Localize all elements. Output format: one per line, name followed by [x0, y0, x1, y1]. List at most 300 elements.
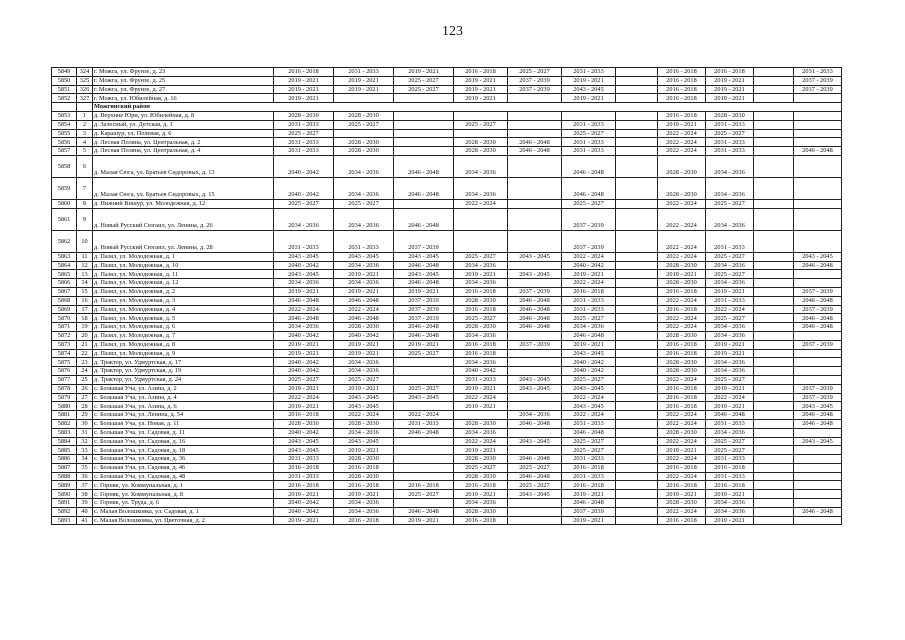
row-id-cell: 5862 [52, 230, 77, 252]
period-cell [454, 208, 508, 230]
row-id-cell: 5873 [52, 340, 77, 349]
row-id-cell: 5878 [52, 384, 77, 393]
period-cell [562, 111, 616, 120]
address-cell: д. Пазял, ул. Молодежная, д. 11 [93, 270, 274, 279]
period-cell [616, 411, 658, 420]
table-row [52, 393, 842, 402]
period-cell: 2022 - 2024 [658, 230, 706, 252]
period-cell: 2016 - 2018 [706, 463, 754, 472]
period-cell: 2025 - 2027 [562, 314, 616, 323]
row-number-cell: 38 [77, 490, 93, 499]
period-cell [508, 208, 562, 230]
period-cell: 2046 - 2048 [562, 177, 616, 199]
period-cell: 2022 - 2024 [658, 411, 706, 420]
period-cell: 2022 - 2024 [658, 455, 706, 464]
period-cell: 2037 - 2039 [394, 296, 454, 305]
row-id-cell: 5881 [52, 411, 77, 420]
row-number-cell: 37 [77, 481, 93, 490]
period-cell [754, 393, 794, 402]
period-cell: 2031 - 2033 [706, 147, 754, 156]
period-cell: 2025 - 2027 [274, 375, 334, 384]
period-cell: 2019 - 2021 [454, 490, 508, 499]
row-id-cell: 5867 [52, 287, 77, 296]
period-cell: 2037 - 2039 [562, 208, 616, 230]
table-row [52, 323, 842, 332]
row-number-cell: 12 [77, 261, 93, 270]
period-cell: 2037 - 2039 [508, 287, 562, 296]
period-cell: 2025 - 2027 [274, 199, 334, 208]
period-cell: 2025 - 2027 [562, 129, 616, 138]
period-cell: 2016 - 2018 [658, 349, 706, 358]
period-cell: 2046 - 2048 [508, 419, 562, 428]
period-cell: 2043 - 2045 [334, 437, 394, 446]
period-cell: 2031 - 2033 [562, 68, 616, 77]
period-cell: 2034 - 2036 [334, 155, 394, 177]
period-cell: 2016 - 2018 [274, 411, 334, 420]
period-cell: 2040 - 2042 [274, 507, 334, 516]
period-cell: 2025 - 2027 [706, 437, 754, 446]
period-cell [616, 76, 658, 85]
table-row [52, 305, 842, 314]
row-id-cell: 5891 [52, 499, 77, 508]
period-cell [508, 129, 562, 138]
period-cell: 2034 - 2036 [454, 155, 508, 177]
row-id-cell: 5882 [52, 419, 77, 428]
period-cell: 2034 - 2036 [706, 499, 754, 508]
row-number-cell: 15 [77, 287, 93, 296]
period-cell: 2046 - 2048 [394, 177, 454, 199]
period-cell: 2043 - 2045 [334, 402, 394, 411]
period-cell [794, 490, 842, 499]
address-cell: г. Можга, ул. Фрунзе, д. 23 [93, 68, 274, 77]
period-cell: 2043 - 2045 [508, 252, 562, 261]
period-cell: 2034 - 2036 [454, 261, 508, 270]
period-cell [754, 499, 794, 508]
period-cell [754, 111, 794, 120]
period-cell: 2022 - 2024 [454, 199, 508, 208]
period-cell [616, 305, 658, 314]
table-row [52, 147, 842, 156]
period-cell: 2034 - 2036 [334, 428, 394, 437]
address-cell: с. Малая Волошковка, ул. Цветочная, д. 2 [93, 516, 274, 525]
period-cell [394, 147, 454, 156]
table-row [52, 402, 842, 411]
period-cell [754, 138, 794, 147]
period-cell: 2016 - 2018 [274, 463, 334, 472]
period-cell [616, 393, 658, 402]
period-cell: 2040 - 2042 [562, 261, 616, 270]
period-cell [508, 94, 562, 103]
period-cell: 2019 - 2021 [706, 340, 754, 349]
period-cell: 2040 - 2042 [274, 331, 334, 340]
period-cell: 2040 - 2042 [274, 367, 334, 376]
period-cell [508, 120, 562, 129]
period-cell: 2031 - 2033 [562, 419, 616, 428]
row-id-cell: 5886 [52, 455, 77, 464]
period-cell [508, 349, 562, 358]
table-row [52, 129, 842, 138]
period-cell: 2025 - 2027 [454, 314, 508, 323]
period-cell: 2046 - 2048 [794, 147, 842, 156]
period-cell [394, 120, 454, 129]
period-cell: 2043 - 2045 [334, 252, 394, 261]
row-number-cell: 6 [77, 155, 93, 177]
row-id-cell: 5863 [52, 252, 77, 261]
period-cell: 2016 - 2018 [658, 68, 706, 77]
row-id-cell: 5884 [52, 437, 77, 446]
row-id-cell: 5879 [52, 393, 77, 402]
period-cell [616, 331, 658, 340]
period-cell [394, 94, 454, 103]
period-cell: 2019 - 2021 [334, 270, 394, 279]
period-cell: 2034 - 2036 [508, 411, 562, 420]
period-cell [616, 261, 658, 270]
period-cell: 2019 - 2021 [706, 516, 754, 525]
period-cell: 2019 - 2021 [334, 349, 394, 358]
table-row [52, 296, 842, 305]
period-cell [616, 120, 658, 129]
address-cell: д. Нижний Вишур, ул. Молодежная, д. 12 [93, 199, 274, 208]
period-cell: 2019 - 2021 [706, 402, 754, 411]
period-cell: 2046 - 2048 [394, 428, 454, 437]
row-number-cell: 32 [77, 437, 93, 446]
row-id-cell: 5849 [52, 68, 77, 77]
repair-schedule-table [51, 67, 842, 525]
period-cell: 2025 - 2027 [562, 437, 616, 446]
address-cell: д. Новый Русский Сюгаил, ул. Ленина, д. 28 [93, 230, 274, 252]
row-number-cell: 40 [77, 507, 93, 516]
period-cell: 2019 - 2021 [334, 384, 394, 393]
period-cell: 2031 - 2033 [562, 120, 616, 129]
period-cell: 2019 - 2021 [706, 349, 754, 358]
period-cell [616, 367, 658, 376]
period-cell: 2016 - 2018 [454, 305, 508, 314]
address-cell: д. Малая Сюга, ул. Братьев Сидоровых, д. 15 [93, 177, 274, 199]
period-cell [508, 199, 562, 208]
section-header-row [52, 103, 842, 112]
period-cell: 2046 - 2048 [394, 279, 454, 288]
period-cell [754, 428, 794, 437]
period-cell: 2028 - 2030 [334, 138, 394, 147]
row-number-cell: 19 [77, 323, 93, 332]
period-cell: 2034 - 2036 [454, 331, 508, 340]
period-cell [794, 349, 842, 358]
period-cell: 2022 - 2024 [658, 296, 706, 305]
period-cell: 2016 - 2018 [658, 340, 706, 349]
row-id-cell: 5871 [52, 323, 77, 332]
period-cell: 2037 - 2039 [508, 76, 562, 85]
period-cell [754, 155, 794, 177]
row-id-cell: 5857 [52, 147, 77, 156]
period-cell: 2046 - 2048 [394, 208, 454, 230]
period-cell: 2016 - 2018 [454, 287, 508, 296]
period-cell: 2025 - 2027 [706, 199, 754, 208]
period-cell: 2025 - 2027 [334, 120, 394, 129]
address-cell: с. Большая Уча, ул. Садовая, д. 11 [93, 428, 274, 437]
row-number-cell: 26 [77, 384, 93, 393]
period-cell: 2034 - 2036 [334, 208, 394, 230]
period-cell: 2016 - 2018 [394, 481, 454, 490]
table-row [52, 384, 842, 393]
period-cell: 2019 - 2021 [454, 446, 508, 455]
row-id-cell: 5872 [52, 331, 77, 340]
period-cell: 2022 - 2024 [658, 375, 706, 384]
period-cell: 2028 - 2030 [658, 428, 706, 437]
table-row [52, 358, 842, 367]
period-cell: 2031 - 2033 [706, 472, 754, 481]
table-row [52, 261, 842, 270]
period-cell: 2040 - 2042 [274, 499, 334, 508]
row-number-cell: 326 [77, 85, 93, 94]
row-number-cell: 39 [77, 499, 93, 508]
period-cell [754, 199, 794, 208]
period-cell [394, 375, 454, 384]
period-cell [754, 375, 794, 384]
row-number-cell: 28 [77, 402, 93, 411]
table-row [52, 428, 842, 437]
period-cell [394, 111, 454, 120]
period-cell: 2046 - 2048 [508, 323, 562, 332]
period-cell: 2016 - 2018 [658, 305, 706, 314]
period-cell [616, 296, 658, 305]
period-cell [754, 279, 794, 288]
period-cell [754, 437, 794, 446]
period-cell: 2028 - 2030 [658, 367, 706, 376]
period-cell: 2043 - 2045 [508, 375, 562, 384]
period-cell: 2034 - 2036 [334, 499, 394, 508]
row-number-cell: 1 [77, 111, 93, 120]
period-cell [616, 437, 658, 446]
period-cell: 2019 - 2021 [274, 340, 334, 349]
period-cell: 2046 - 2048 [794, 314, 842, 323]
row-number-cell: 327 [77, 94, 93, 103]
row-id-cell: 5858 [52, 155, 77, 177]
period-cell: 2025 - 2027 [394, 349, 454, 358]
period-cell: 2025 - 2027 [706, 270, 754, 279]
period-cell: 2046 - 2048 [794, 419, 842, 428]
row-id-cell: 5853 [52, 111, 77, 120]
period-cell [794, 129, 842, 138]
row-id-cell: 5869 [52, 305, 77, 314]
table-row [52, 331, 842, 340]
period-cell: 2019 - 2021 [274, 85, 334, 94]
row-id-cell: 5870 [52, 314, 77, 323]
period-cell: 2022 - 2024 [658, 472, 706, 481]
address-cell: д. Пазял, ул. Молодежная, д. 9 [93, 349, 274, 358]
period-cell: 2040 - 2042 [274, 428, 334, 437]
period-cell [508, 177, 562, 199]
period-cell: 2040 - 2042 [562, 367, 616, 376]
address-cell: с. Малая Волошковка, ул. Садовая, д. 1 [93, 507, 274, 516]
period-cell [754, 296, 794, 305]
period-cell [616, 177, 658, 199]
period-cell: 2043 - 2045 [508, 384, 562, 393]
period-cell [394, 446, 454, 455]
period-cell: 2046 - 2048 [794, 323, 842, 332]
period-cell [508, 155, 562, 177]
period-cell [616, 287, 658, 296]
address-cell: д. Малая Сюга, ул. Братьев Сидоровых, д. 13 [93, 155, 274, 177]
table-row [52, 177, 842, 199]
period-cell [754, 402, 794, 411]
period-cell: 2037 - 2039 [794, 85, 842, 94]
period-cell: 2016 - 2018 [706, 68, 754, 77]
row-number-cell: 3 [77, 129, 93, 138]
period-cell: 2034 - 2036 [706, 279, 754, 288]
period-cell [754, 481, 794, 490]
period-cell: 2019 - 2021 [706, 287, 754, 296]
period-cell: 2022 - 2024 [454, 393, 508, 402]
period-cell: 2028 - 2030 [658, 358, 706, 367]
period-cell [508, 402, 562, 411]
table-row [52, 270, 842, 279]
period-cell: 2019 - 2021 [706, 76, 754, 85]
period-cell: 2034 - 2036 [334, 279, 394, 288]
period-cell [754, 340, 794, 349]
period-cell: 2022 - 2024 [562, 252, 616, 261]
period-cell: 2028 - 2030 [454, 507, 508, 516]
period-cell: 2031 - 2033 [706, 120, 754, 129]
period-cell: 2016 - 2018 [658, 111, 706, 120]
period-cell [794, 446, 842, 455]
table-row [52, 481, 842, 490]
address-cell: с. Горняк, ул. Коммунальная, д. 8 [93, 490, 274, 499]
period-cell [616, 314, 658, 323]
period-cell [794, 120, 842, 129]
period-cell [794, 230, 842, 252]
row-id-cell: 5855 [52, 129, 77, 138]
period-cell: 2034 - 2036 [454, 177, 508, 199]
period-cell: 2043 - 2045 [274, 270, 334, 279]
row-number-cell: 16 [77, 296, 93, 305]
period-cell: 2025 - 2027 [508, 481, 562, 490]
row-number-cell: 41 [77, 516, 93, 525]
period-cell: 2016 - 2018 [562, 481, 616, 490]
period-cell [794, 481, 842, 490]
period-cell: 2019 - 2021 [394, 68, 454, 77]
period-cell [794, 375, 842, 384]
period-cell: 2022 - 2024 [658, 129, 706, 138]
period-cell: 2040 - 2042 [562, 358, 616, 367]
row-number-cell: 23 [77, 358, 93, 367]
period-cell [754, 507, 794, 516]
period-cell: 2025 - 2027 [454, 120, 508, 129]
period-cell: 2016 - 2018 [658, 393, 706, 402]
row-id-cell: 5851 [52, 85, 77, 94]
period-cell: 2019 - 2021 [658, 446, 706, 455]
period-cell: 2034 - 2036 [334, 367, 394, 376]
period-cell: 2043 - 2045 [508, 270, 562, 279]
address-cell: г. Можга, ул. Юбилейная, д. 16 [93, 94, 274, 103]
period-cell: 2031 - 2033 [274, 455, 334, 464]
period-cell: 2028 - 2030 [334, 419, 394, 428]
period-cell: 2034 - 2036 [706, 323, 754, 332]
table-row [52, 314, 842, 323]
table-row [52, 85, 842, 94]
row-number-cell: 13 [77, 270, 93, 279]
period-cell: 2016 - 2018 [562, 463, 616, 472]
period-cell: 2031 - 2033 [562, 472, 616, 481]
period-cell [754, 68, 794, 77]
period-cell: 2031 - 2033 [562, 296, 616, 305]
period-cell: 2016 - 2018 [334, 463, 394, 472]
period-cell: 2016 - 2018 [274, 481, 334, 490]
period-cell: 2034 - 2036 [706, 331, 754, 340]
period-cell [754, 367, 794, 376]
period-cell [508, 279, 562, 288]
period-cell: 2031 - 2033 [706, 419, 754, 428]
period-cell: 2046 - 2048 [794, 296, 842, 305]
period-cell: 2043 - 2045 [274, 252, 334, 261]
period-cell: 2019 - 2021 [274, 516, 334, 525]
period-cell: 2025 - 2027 [706, 252, 754, 261]
period-cell: 2028 - 2030 [706, 111, 754, 120]
period-cell: 2046 - 2048 [334, 296, 394, 305]
period-cell: 2025 - 2027 [454, 463, 508, 472]
period-cell: 2019 - 2021 [274, 349, 334, 358]
row-number-cell: 18 [77, 314, 93, 323]
row-number-cell: 324 [77, 68, 93, 77]
period-cell [454, 111, 508, 120]
table-row [52, 94, 842, 103]
period-cell [754, 446, 794, 455]
period-cell: 2046 - 2048 [562, 331, 616, 340]
period-cell: 2034 - 2036 [706, 208, 754, 230]
address-cell: с. Большая Уча, ул. Азина, д. 2 [93, 384, 274, 393]
period-cell: 2019 - 2021 [394, 287, 454, 296]
period-cell [616, 129, 658, 138]
period-cell: 2019 - 2021 [334, 85, 394, 94]
period-cell [794, 428, 842, 437]
period-cell: 2022 - 2024 [658, 314, 706, 323]
period-cell: 2025 - 2027 [706, 446, 754, 455]
period-cell [508, 111, 562, 120]
period-cell: 2019 - 2021 [334, 490, 394, 499]
period-cell [754, 516, 794, 525]
period-cell: 2028 - 2030 [658, 499, 706, 508]
period-cell: 2028 - 2030 [658, 261, 706, 270]
period-cell: 2019 - 2021 [562, 340, 616, 349]
row-number-cell: 7 [77, 177, 93, 199]
period-cell: 2022 - 2024 [562, 393, 616, 402]
period-cell: 2028 - 2030 [454, 472, 508, 481]
period-cell [454, 129, 508, 138]
period-cell [616, 419, 658, 428]
row-number-cell: 31 [77, 428, 93, 437]
table-row [52, 138, 842, 147]
period-cell: 2046 - 2048 [508, 296, 562, 305]
period-cell: 2046 - 2048 [508, 305, 562, 314]
table-row [52, 375, 842, 384]
period-cell [754, 358, 794, 367]
row-number-cell: 325 [77, 76, 93, 85]
period-cell: 2016 - 2018 [658, 94, 706, 103]
period-cell: 2031 - 2033 [706, 230, 754, 252]
period-cell: 2025 - 2027 [334, 375, 394, 384]
period-cell: 2019 - 2021 [394, 340, 454, 349]
period-cell: 2016 - 2018 [658, 76, 706, 85]
period-cell [754, 314, 794, 323]
period-cell: 2031 - 2033 [274, 472, 334, 481]
row-id-cell: 5880 [52, 402, 77, 411]
period-cell: 2046 - 2048 [508, 472, 562, 481]
period-cell: 2046 - 2048 [394, 331, 454, 340]
period-cell: 2034 - 2036 [706, 428, 754, 437]
period-cell: 2019 - 2021 [334, 340, 394, 349]
period-cell: 2046 - 2048 [794, 261, 842, 270]
period-cell [508, 507, 562, 516]
address-cell: д. Новый Русский Сюгаил, ул. Ленина, д. 26 [93, 208, 274, 230]
